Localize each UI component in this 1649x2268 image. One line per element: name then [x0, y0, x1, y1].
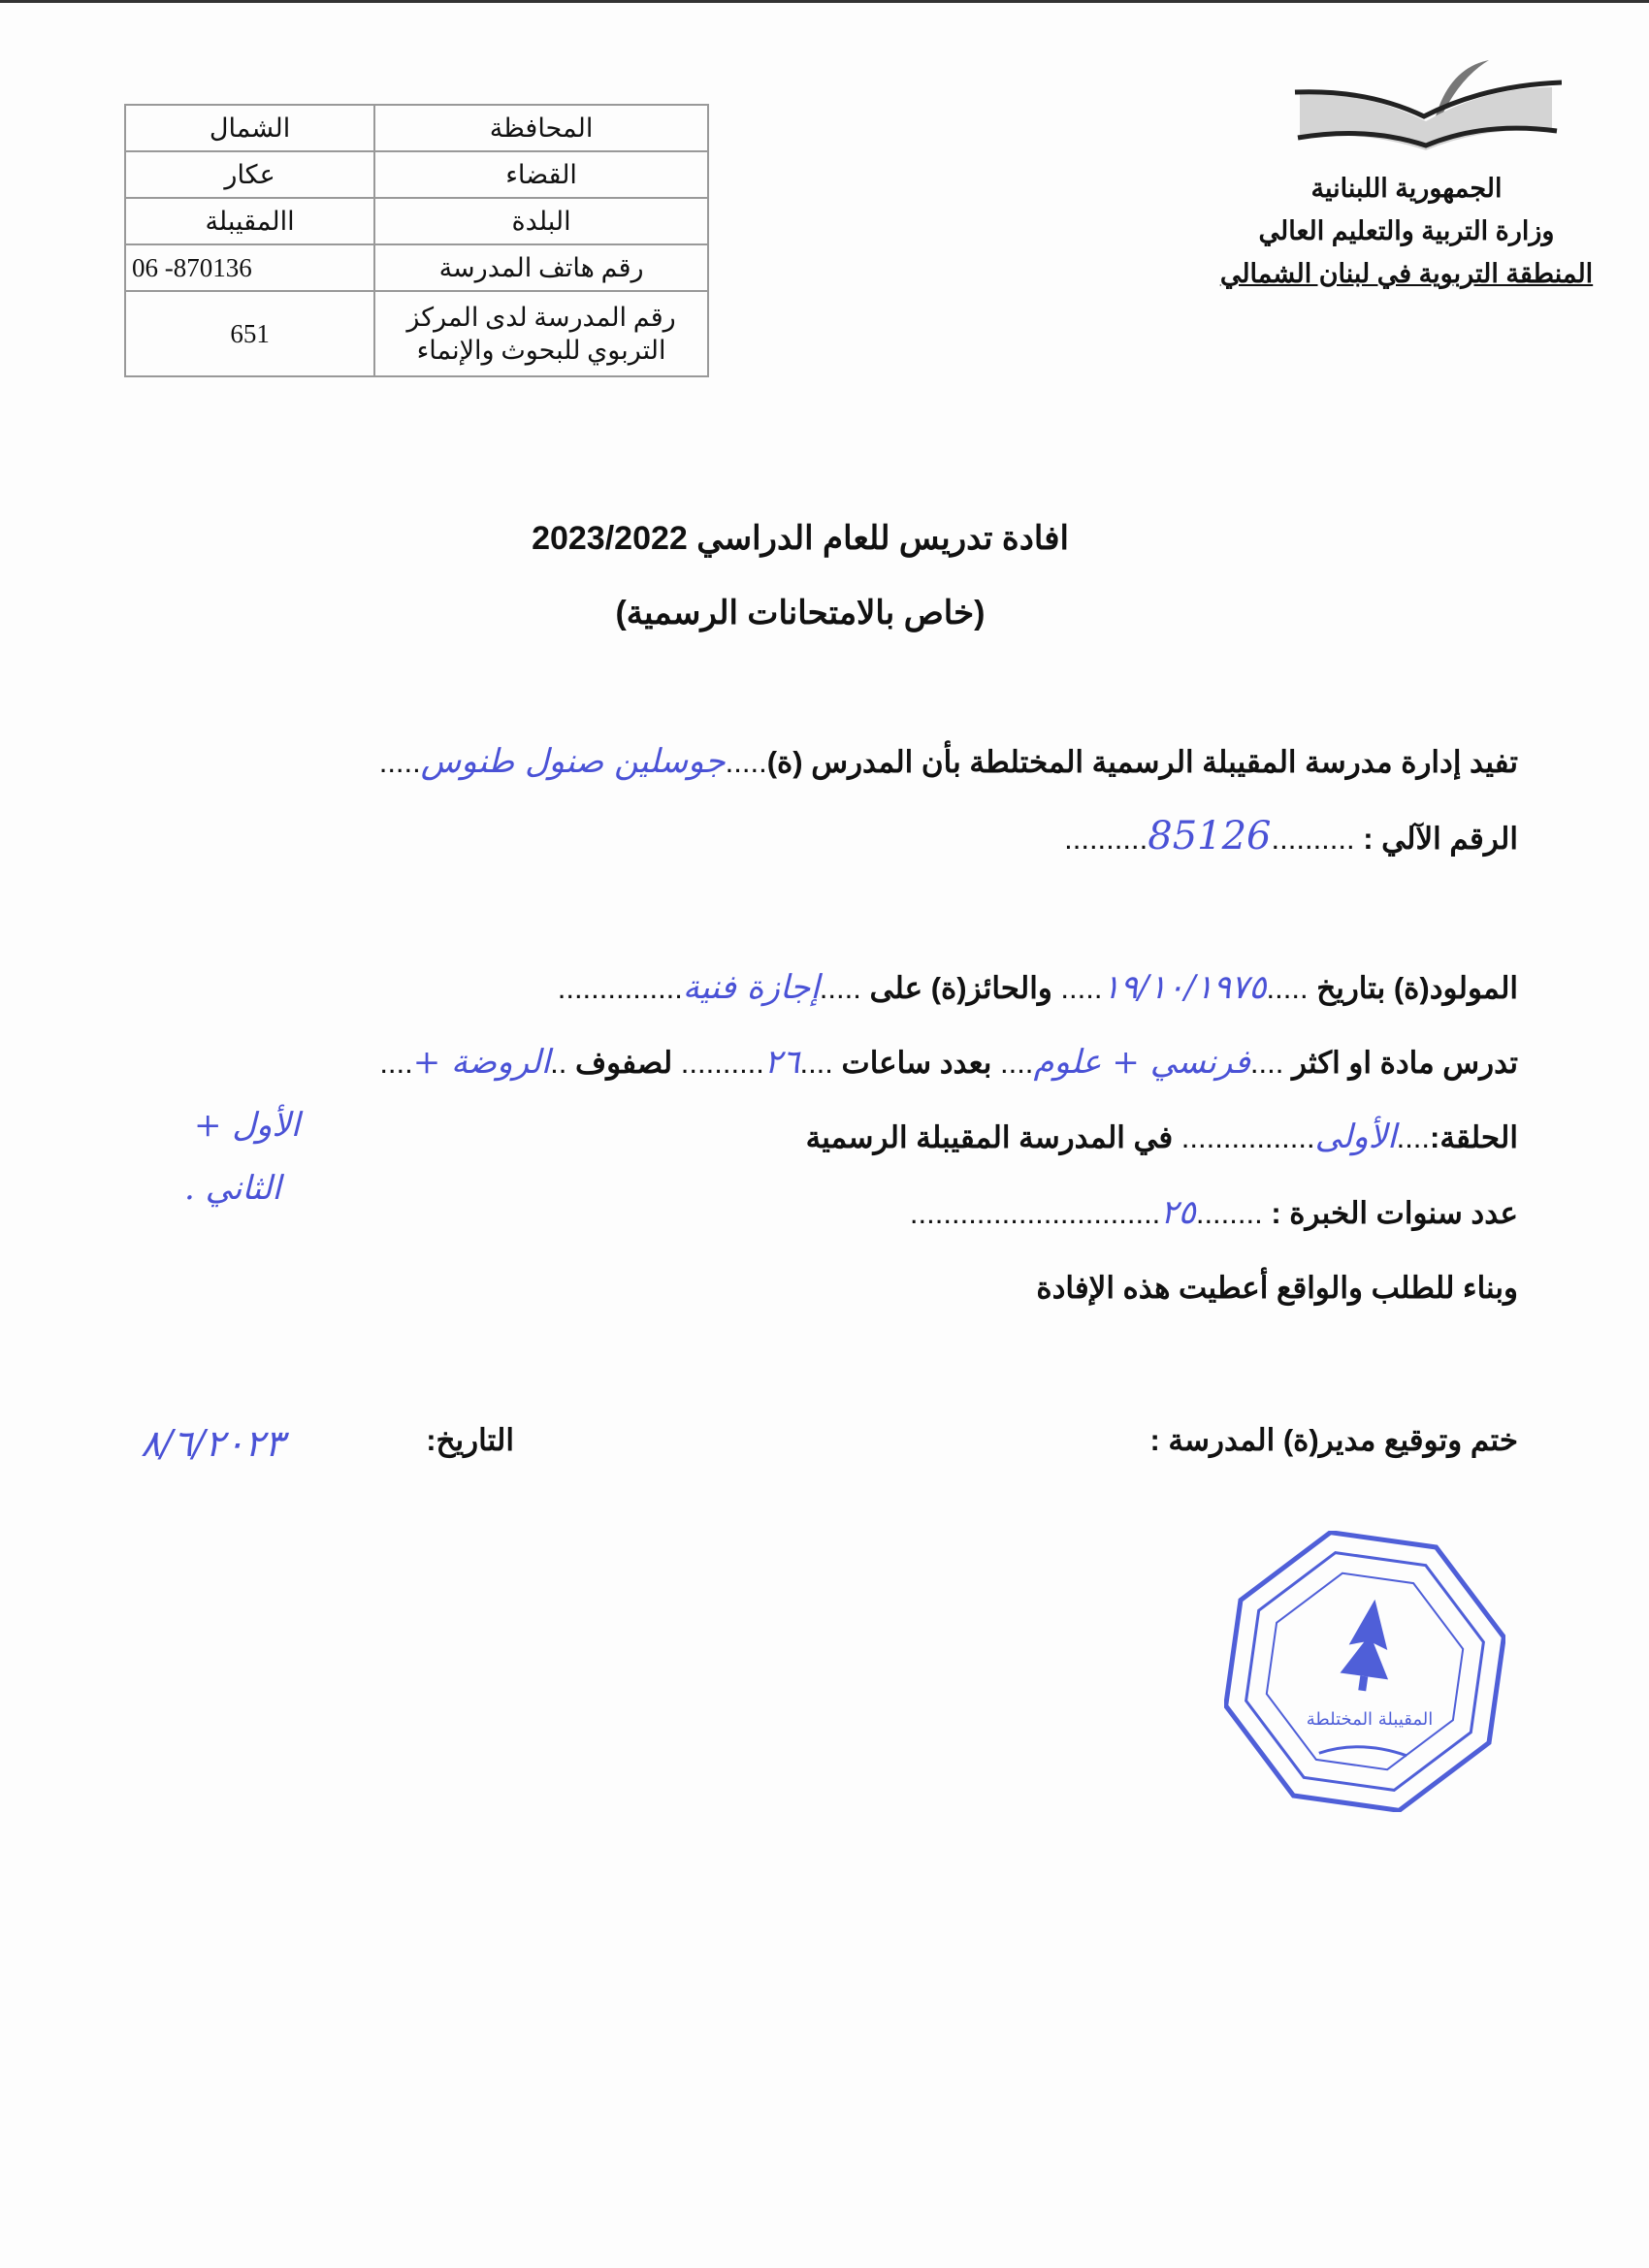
school-stamp-icon	[1224, 1531, 1505, 1812]
header-line: الجمهورية اللبنانية	[1310, 174, 1503, 203]
document-title: افادة تدريس للعام الدراسي 2023/2022	[532, 520, 1069, 557]
label-cell: القضاء	[374, 151, 708, 198]
school-info-table	[124, 104, 709, 377]
handwritten-subjects: فرنسي + علوم	[1033, 1043, 1250, 1082]
header-line: وزارة التربية والتعليم العالي	[1258, 216, 1555, 245]
cycle-line: الحلقة:....الأولى................ في المدرسة المقيبلة الرسمية	[805, 1118, 1518, 1156]
table-row	[125, 244, 708, 291]
value-cell: الشمال	[125, 105, 374, 151]
document-subtitle: (خاص بالامتحانات الرسمية)	[615, 595, 986, 632]
label: لصفوف	[575, 1046, 673, 1080]
handwritten-classes: الأول +	[194, 1106, 301, 1145]
header-line: المنطقة التربوية في لبنان الشمالي	[1219, 259, 1594, 288]
date-label: التاريخ:	[426, 1423, 514, 1457]
experience-line: عدد سنوات الخبرة : ........٢٥..............................	[909, 1193, 1518, 1232]
label: تفيد إدارة مدرسة المقيبلة الرسمية المختلطة بأن المدرس (ة)	[766, 745, 1518, 779]
closing-statement: وبناء للطلب والواقع أعطيت هذه الإفادة	[1036, 1271, 1518, 1305]
table-row	[125, 105, 708, 151]
table-row	[125, 291, 708, 376]
handwritten-auto-number: 85126	[1148, 814, 1272, 859]
label: والحائز(ة) على	[869, 971, 1052, 1005]
birth-degree-line: المولود(ة) بتاريخ .....١٩/١٠/١٩٧٥..... والحائز(ة) على .....إجازة فنية...............	[557, 968, 1518, 1007]
value-cell: عكار	[125, 151, 374, 198]
teacher-line: تفيد إدارة مدرسة المقيبلة الرسمية المختلطة بأن المدرس (ة).....جوسلين صنول طنوس.....	[378, 742, 1518, 781]
label-cell: المحافظة	[374, 105, 708, 151]
signature-label: ختم وتوقيع مدير(ة) المدرسة :	[1149, 1423, 1518, 1457]
ministry-book-logo-icon	[1290, 49, 1562, 155]
label-cell: رقم هاتف المدرسة	[374, 244, 708, 291]
handwritten-birth-date: ١٩/١٠/١٩٧٥	[1102, 968, 1267, 1007]
label: عدد سنوات الخبرة :	[1271, 1196, 1518, 1230]
subjects-line: تدرس مادة او اكثر ....فرنسي + علوم.... بعدد ساعات ....٢٦.......... لصفوف ..الروضة +....	[379, 1043, 1518, 1082]
label-cell: رقم المدرسة لدى المركز التربوي للبحوث والإنماء	[374, 291, 708, 376]
label: المولود(ة) بتاريخ	[1316, 971, 1518, 1005]
handwritten-date: ٨/٦/٢٠٢٣	[141, 1422, 285, 1465]
handwritten-classes: الروضة +	[412, 1043, 551, 1082]
value-cell: االمقيبلة	[125, 198, 374, 244]
value-cell: 651	[125, 291, 374, 376]
label: بعدد ساعات	[841, 1046, 992, 1080]
handwritten-cycle: الأولى	[1314, 1118, 1397, 1156]
scan-edge	[0, 0, 1649, 3]
label: تدرس مادة او اكثر	[1291, 1046, 1518, 1080]
table-row	[125, 151, 708, 198]
label-cell: البلدة	[374, 198, 708, 244]
label: الرقم الآلي :	[1363, 822, 1518, 856]
date-line	[426, 1416, 514, 1465]
handwritten-experience: ٢٥	[1160, 1193, 1196, 1232]
handwritten-teacher-name: جوسلين صنول طنوس	[420, 742, 726, 781]
auto-number-line: الرقم الآلي : ..........85126..........	[1064, 814, 1518, 859]
table-row	[125, 198, 708, 244]
handwritten-degree: إجازة فنية	[682, 968, 820, 1007]
ministry-header	[1203, 167, 1610, 295]
stamp-text: المقيبلة المختلطة	[1306, 1709, 1434, 1730]
label: في المدرسة المقيبلة الرسمية	[805, 1120, 1174, 1154]
handwritten-classes: الثاني .	[184, 1169, 281, 1208]
label: الحلقة:	[1430, 1120, 1518, 1154]
handwritten-hours: ٢٦	[763, 1043, 800, 1082]
value-cell: 06 -870136	[125, 244, 374, 291]
